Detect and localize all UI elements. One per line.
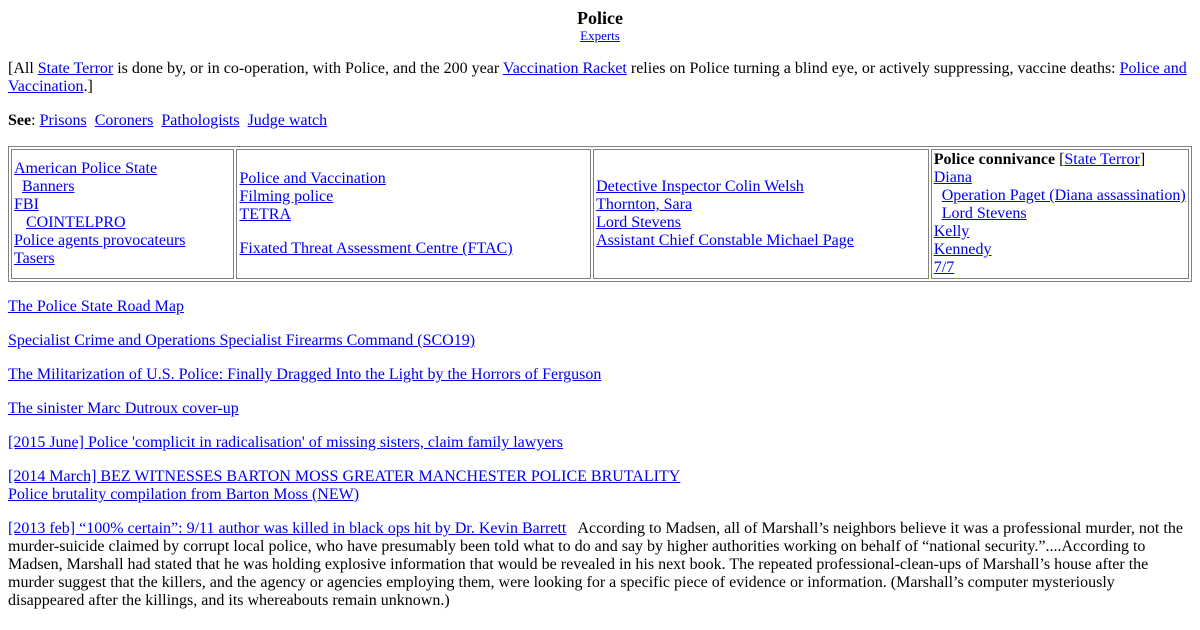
article-link-militarization[interactable]: The Militarization of U.S. Police: Finally Dragged Into the Light by the Horrors of Ferguson [8,366,602,383]
see-colon: : [31,112,36,129]
list-item [8,400,1192,418]
article-link-kevin-barrett[interactable]: [2013 feb] “100% certain”: 9/11 author was killed in black ops hit by Dr. Kevin Barrett [8,520,567,537]
connivance-heading: Police connivance [933,151,1056,168]
list-item [8,332,1192,350]
link-fbi[interactable]: FBI [14,196,39,213]
experts-link[interactable]: Experts [580,28,620,43]
article-link-barton-moss[interactable]: [2014 March] BEZ WITNESSES BARTON MOSS GREATER MANCHESTER POLICE BRUTALITY [8,468,681,485]
intro-text-1: is done by, or in co-operation, with Police, and the 200 year [113,60,503,77]
link-state-terror[interactable]: State Terror [1064,151,1140,168]
intro-open: [All [8,60,38,77]
links-table-row [11,149,1189,279]
see-also [8,112,1192,130]
article-link-barton-compilation[interactable]: Police brutality compilation from Barton Moss (NEW) [8,486,360,503]
intro-paragraph [8,60,1192,96]
article-link-dutroux[interactable]: The sinister Marc Dutroux cover-up [8,400,239,417]
table-cell-officers [593,149,929,279]
see-link-pathologists[interactable]: Pathologists [161,112,240,129]
link-diana[interactable]: Diana [933,169,972,186]
list-item [8,520,1192,610]
links-table [8,146,1192,282]
list-item [8,434,1192,452]
link-police-and-vaccination[interactable]: Police and Vaccination [239,170,386,187]
see-label: See [8,112,32,129]
link-tetra[interactable]: TETRA [239,206,292,223]
page-title: Police [577,8,623,28]
article-link-road-map[interactable]: The Police State Road Map [8,298,184,315]
article-link-missing-sisters[interactable]: [2015 June] Police 'complicit in radicalisation' of missing sisters, claim family lawyers [8,434,563,451]
link-kennedy[interactable]: Kennedy [933,241,992,258]
link-lord-stevens[interactable]: Lord Stevens [596,214,681,231]
table-cell-vaccination [236,149,591,279]
police-and-vaccination-link[interactable]: Police and Vaccination [8,60,1187,95]
list-item [8,366,1192,384]
see-link-coroners[interactable]: Coroners [94,112,154,129]
list-item [8,468,1192,504]
link-kelly[interactable]: Kelly [933,223,970,240]
link-ftac[interactable]: Fixated Threat Assessment Centre (FTAC) [239,240,513,257]
state-terror-link[interactable]: State Terror [37,60,114,77]
link-police-agents-provocateurs[interactable]: Police agents provocateurs [14,232,186,249]
intro-text-2: relies on Police turning a blind eye, or actively suppressing, vaccine deaths: [626,60,1120,77]
bracket-close: ] [1139,151,1146,168]
link-thornton-sara[interactable]: Thornton, Sara [596,196,693,213]
bracket-open: [ [1055,151,1065,168]
link-banners[interactable]: Banners [22,178,75,195]
intro-close: .] [83,78,93,95]
see-link-prisons[interactable]: Prisons [39,112,87,129]
link-7-7[interactable]: 7/7 [933,259,955,276]
spacer [239,224,588,240]
vaccination-racket-link[interactable]: Vaccination Racket [502,60,627,77]
list-item [8,298,1192,316]
link-lord-stevens-2[interactable]: Lord Stevens [941,205,1027,222]
link-operation-paget[interactable]: Operation Paget (Diana assassination) [941,187,1186,204]
table-cell-police-state [11,149,234,279]
link-filming-police[interactable]: Filming police [239,188,334,205]
link-colin-welsh[interactable]: Detective Inspector Colin Welsh [596,178,804,195]
table-cell-connivance [931,149,1189,279]
link-tasers[interactable]: Tasers [14,250,55,267]
article-link-sco19[interactable]: Specialist Crime and Operations Specialist Firearms Command (SCO19) [8,332,476,349]
link-michael-page[interactable]: Assistant Chief Constable Michael Page [596,232,854,249]
see-link-judge-watch[interactable]: Judge watch [247,112,328,129]
article-excerpt: According to Madsen, all of Marshall’s neighbors believe it was a professional murder, not the murder-suicide claimed by corrupt local police, who have presumably been told what to do and say by higher authorities working on behalf of “national security.”....According to Madsen, Marshall had stated that he was holding explosive information that would be revealed in his next book. The repeated professional-clean-ups of Marshall’s house after the murder suggest that the killers, and the agency or agencies employing them, were looking for a specific piece of evidence or information. (Marshall’s computer mysteriously disappeared after the killings, and its whereabouts remain unknown.) [8,520,1187,609]
subtitle [8,28,1192,44]
link-cointelpro[interactable]: COINTELPRO [26,214,126,231]
link-american-police-state[interactable]: American Police State [14,160,158,177]
